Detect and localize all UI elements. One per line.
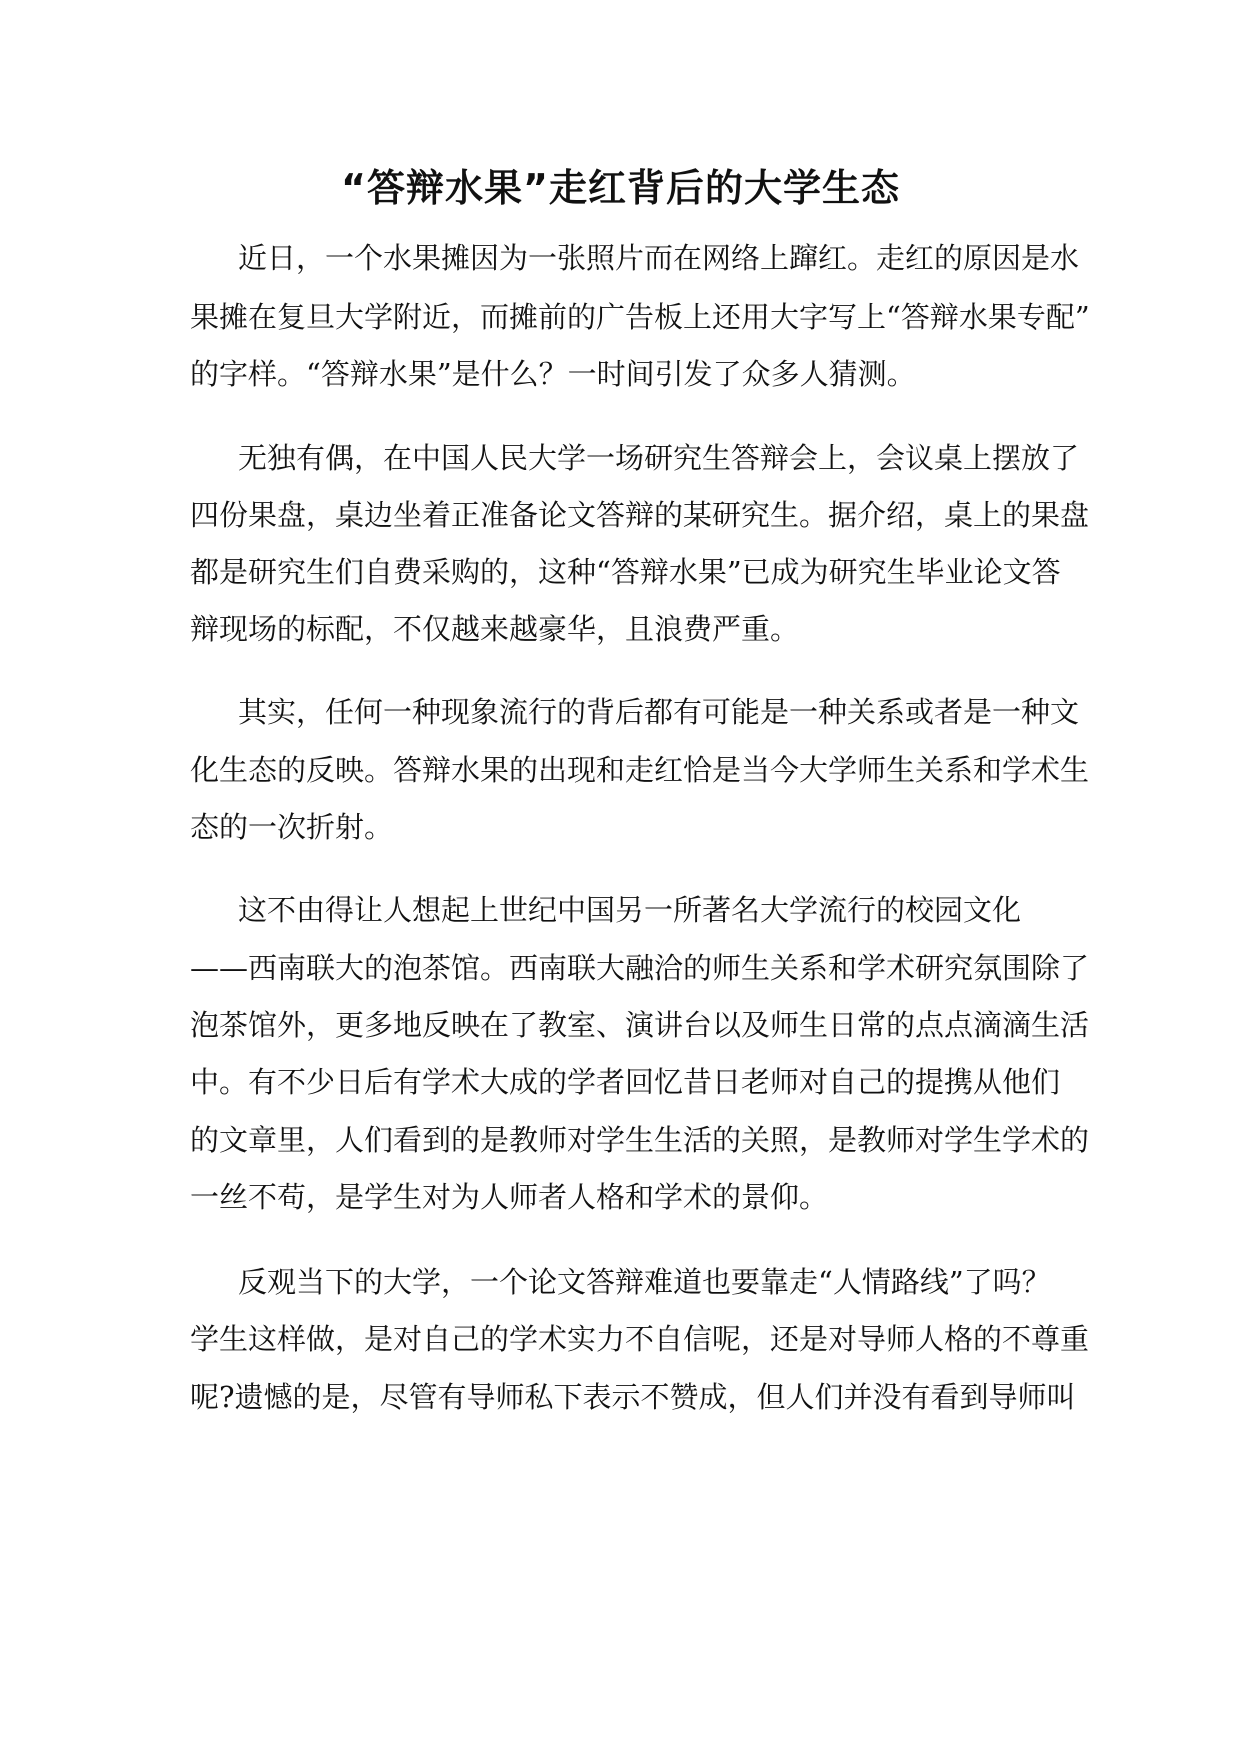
- paragraph-5-line-2: 学生这样做，是对自己的学术实力不自信呢，还是对导师人格的不尊重: [190, 1322, 1090, 1356]
- paragraph-1-line-3: 的字样。“答辩水果”是什么？一时间引发了众多人猜测。: [190, 357, 916, 391]
- paragraph-3-line-3: 态的一次折射。: [190, 810, 394, 844]
- paragraph-2-line-3: 都是研究生们自费采购的，这种“答辩水果”已成为研究生毕业论文答: [190, 555, 1061, 589]
- paragraph-4-line-2: ——西南联大的泡茶馆。西南联大融洽的师生关系和学术研究氛围除了: [190, 951, 1090, 985]
- paragraph-4-line-6: 一丝不苟，是学生对为人师者人格和学术的景仰。: [190, 1180, 829, 1214]
- paragraph-1-line-1: 近日，一个水果摊因为一张照片而在网络上蹿红。走红的原因是水: [238, 241, 1080, 275]
- paragraph-2-line-4: 辩现场的标配，不仅越来越豪华，且浪费严重。: [190, 612, 800, 646]
- document-title: “答辩水果”走红背后的大学生态: [341, 166, 900, 210]
- paragraph-3-line-2: 化生态的反映。答辩水果的出现和走红恰是当今大学师生关系和学术生: [190, 753, 1090, 787]
- paragraph-4-line-1: 这不由得让人想起上世纪中国另一所著名大学流行的校园文化: [238, 893, 1022, 927]
- paragraph-4-line-3: 泡茶馆外，更多地反映在了教室、演讲台以及师生日常的点点滴滴生活: [190, 1008, 1090, 1042]
- paragraph-4-line-4: 中。有不少日后有学术大成的学者回忆昔日老师对自己的提携从他们: [190, 1065, 1061, 1099]
- paragraph-5-line-3: 呢?遗憾的是，尽管有导师私下表示不赞成，但人们并没有看到导师叫: [190, 1380, 1076, 1414]
- paragraph-1-line-2: 果摊在复旦大学附近，而摊前的广告板上还用大字写上“答辩水果专配”: [190, 300, 1090, 334]
- paragraph-2-line-1: 无独有偶，在中国人民大学一场研究生答辩会上，会议桌上摆放了: [238, 441, 1080, 475]
- paragraph-3-line-1: 其实，任何一种现象流行的背后都有可能是一种关系或者是一种文: [238, 695, 1080, 729]
- paragraph-4-line-5: 的文章里，人们看到的是教师对学生生活的关照，是教师对学生学术的: [190, 1123, 1090, 1157]
- paragraph-5-line-1: 反观当下的大学，一个论文答辩难道也要靠走“人情路线”了吗？: [238, 1265, 1051, 1299]
- paragraph-2-line-2: 四份果盘，桌边坐着正准备论文答辩的某研究生。据介绍，桌上的果盘: [190, 498, 1090, 532]
